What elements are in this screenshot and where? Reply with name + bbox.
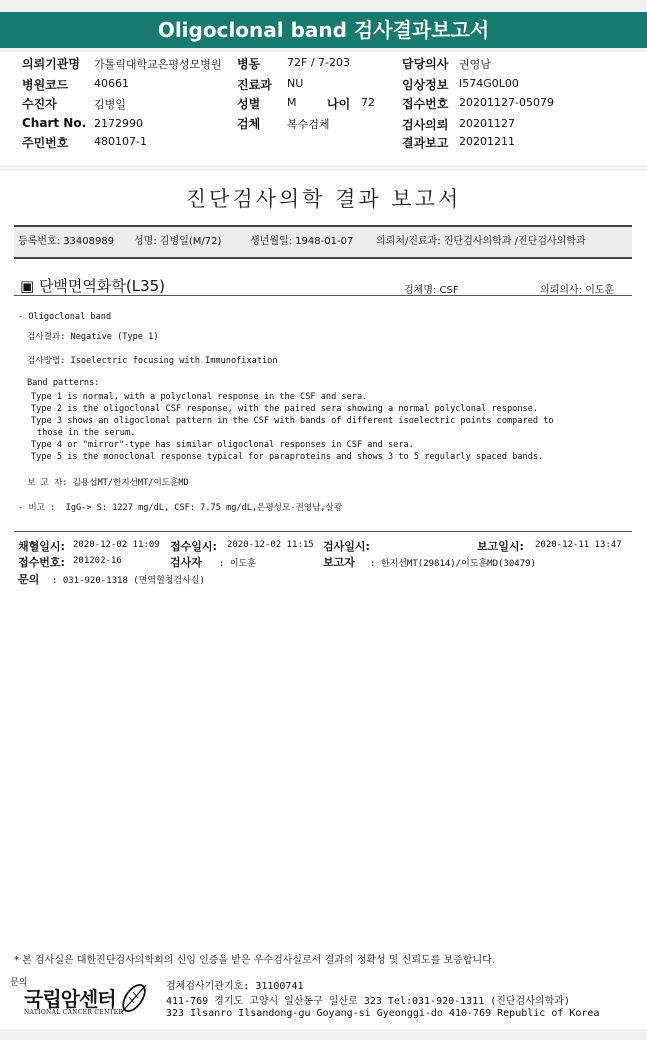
info-label: 의뢰기관명 [22, 57, 80, 71]
info-value: M [287, 96, 297, 109]
info-label: 수진자 [22, 97, 57, 111]
footer-label: 보고일시: [477, 540, 524, 553]
result-line: Band patterns: [27, 378, 100, 388]
footer-value: : 031-920-1318 (면역혈청검사실) [52, 576, 205, 586]
info-label: Chart No. [22, 116, 87, 130]
section-header [14, 273, 632, 296]
id-bar-field: 의뢰처/진료과: 진단검사의학과 /진단검사의학과 [376, 236, 586, 247]
info-value: NU [287, 77, 304, 90]
info-label: 병원코드 [22, 78, 69, 92]
result-line: - Oligoclonal band [18, 312, 112, 322]
info-label: 결과보고 [402, 136, 449, 150]
id-bar-field: 성명: 김병일(M/72) [134, 236, 222, 247]
logo-korean-text: 국립암센터 [24, 987, 116, 1011]
patient-info-panel [0, 52, 647, 165]
report-paper [0, 171, 647, 1029]
footer-value: 201202-16 [73, 556, 122, 566]
footer-value: : 한지선MT(29814)/이도훈MD(30479) [370, 559, 536, 569]
result-line: Type 2 is the oligoclonal CSF response, with the paired sera showing a normal polyclonal response. [31, 404, 539, 414]
info-label: 접수번호 [402, 97, 449, 111]
info-value: I574G0L00 [459, 77, 519, 90]
info-label: 나이 [327, 97, 351, 111]
info-label: 병동 [237, 57, 261, 71]
info-label: 진료과 [237, 78, 272, 92]
info-value: 2172990 [94, 117, 143, 130]
national-cancer-center-logo [24, 983, 154, 1023]
info-label: 담당의사 [402, 57, 449, 71]
result-line: Type 1 is normal, with a polyclonal response in the CSF and sera. [31, 392, 368, 402]
info-label: 검체 [237, 117, 261, 131]
section-title: ▣ 단백면역화학(L35) [20, 277, 166, 295]
info-value: 20201211 [459, 135, 515, 148]
footer-divider [14, 531, 632, 532]
footer-label: 접수번호: [18, 556, 65, 569]
result-line: 보 고 자: 김용섭MT/한지선MT/이도훈MD [27, 478, 189, 488]
address-line: 323 Ilsanro Ilsandong-gu Goyang-si Gyeonggi-do 410-769 Republic of Korea [166, 1008, 600, 1019]
inquiry-label: 문의 [10, 978, 28, 988]
footer-value: 2020-12-02 11:15 [227, 540, 314, 550]
info-value: 가톨릭대학교은평성모병원 [94, 58, 222, 71]
info-value: 40661 [94, 77, 129, 90]
info-label: 검사의뢰 [402, 118, 449, 132]
address-line: 검체검사기관기호: 31100741 [166, 981, 304, 992]
info-value: 권영남 [459, 58, 491, 71]
patient-id-bar [14, 225, 632, 259]
footer-value: 2020-12-02 11:09 [73, 540, 160, 550]
footer-label: 채혈일시: [18, 540, 65, 553]
footer-value: : 이도훈 [219, 559, 256, 569]
info-value: 480107-1 [94, 135, 147, 148]
info-label: 성별 [237, 97, 261, 111]
specimen-label: 검체명: CSF [404, 285, 459, 296]
certification-notice: * 본 검사실은 대한진단검사의학회의 신임 인증을 받은 우수검사실로서 결과의 정확성 및 신뢰도를 보증합니다. [14, 955, 496, 966]
result-line: - 비고 : IgG-> S: 1227 mg/dL, CSF: 7.75 mg/dL,은평성모-권영남,살광 [18, 503, 343, 513]
result-line: 검사방법: Isoelectric focusing with Immunofixation [27, 356, 278, 366]
result-line: 검사결과: Negative (Type 1) [27, 332, 159, 342]
result-line: Type 4 or "mirror"-type has similar oligoclonal responses in CSF and sera. [31, 440, 414, 450]
footer-label: 검사자 [170, 556, 202, 569]
result-line: Type 3 shows an oligoclonal pattern in the CSF with bands of different isoelectric points compared to [31, 416, 554, 426]
footer-label: 보고자 [323, 556, 355, 569]
id-bar-field: 생년월일: 1948-01-07 [250, 236, 354, 247]
footer-label: 접수일시: [170, 540, 217, 553]
footer-label: 문의 [18, 573, 40, 586]
info-label: 임상정보 [402, 78, 449, 92]
result-line: those in the serum. [37, 428, 136, 438]
info-value: 김병일 [94, 98, 126, 111]
info-value: 20201127 [459, 117, 515, 130]
report-title: Oligoclonal band 검사결과보고서 [157, 18, 490, 42]
info-label: 주민번호 [22, 136, 69, 150]
info-value: 20201127-05079 [459, 96, 554, 109]
address-line: 411-769 경기도 고양시 일산동구 일산로 323 Tel:031-920-1311 (진단검사의학과) [166, 996, 570, 1007]
requesting-doctor: 의뢰의사: 이도훈 [540, 285, 615, 296]
result-line: Type 5 is the monoclonal response typical for paraproteins and shows 3 to 5 regularly spaced bands. [31, 452, 544, 462]
info-value: 복수검체 [287, 118, 330, 131]
id-bar-field: 등록번호: 33408989 [18, 236, 115, 247]
footer-label: 검사일시: [323, 540, 370, 553]
footer-value: 2020-12-11 13:47 [535, 540, 622, 550]
info-value: 72F / 7-203 [287, 56, 350, 69]
document-title: 진단검사의학 결과 보고서 [185, 187, 462, 211]
info-value: 72 [361, 96, 375, 109]
logo-english-text: NATIONAL CANCER CENTER [24, 1009, 124, 1016]
report-title-bar [0, 12, 647, 48]
